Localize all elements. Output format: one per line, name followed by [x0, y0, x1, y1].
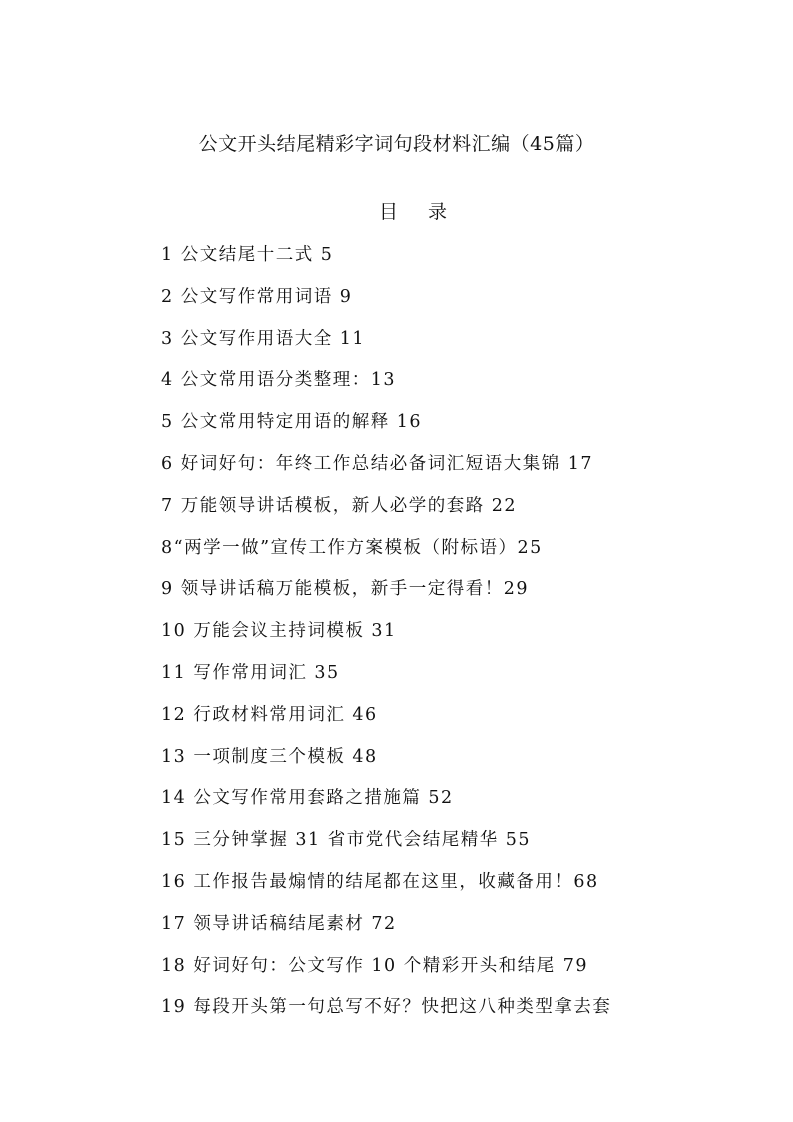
toc-entry: 3 公文写作用语大全 11: [161, 328, 366, 349]
table-of-contents: [161, 240, 741, 1034]
toc-entry: 7 万能领导讲话模板，新人必学的套路 22: [161, 495, 518, 516]
toc-entry: 12 行政材料常用词汇 46: [161, 704, 378, 725]
toc-entry: 15 三分钟掌握 31 省市党代会结尾精华 55: [161, 830, 532, 851]
toc-entry: 2 公文写作常用词语 9: [161, 286, 353, 307]
toc-entry: 19 每段开头第一句总写不好？快把这八种类型拿去套: [161, 997, 612, 1018]
toc-entry: 18 好词好句：公文写作 10 个精彩开头和结尾 79: [161, 955, 589, 976]
toc-entry: 1 公文结尾十二式 5: [161, 245, 334, 265]
toc-entry: 9 领导讲话稿万能模板，新手一定得看！29: [161, 579, 529, 600]
toc-entry: 17 领导讲话稿结尾素材 72: [161, 913, 397, 934]
toc-entry: 13 一项制度三个模板 48: [161, 746, 378, 767]
toc-entry: 8“两学一做”宣传工作方案模板（附标语）25: [161, 537, 543, 558]
toc-entry: 14 公文写作常用套路之措施篇 52: [161, 788, 454, 809]
toc-entry: 4 公文常用语分类整理：13: [161, 370, 396, 391]
toc-entry: 11 写作常用词汇 35: [161, 662, 340, 683]
toc-entry: 5 公文常用特定用语的解释 16: [161, 412, 423, 433]
document-title: 公文开头结尾精彩字词句段材料汇编（45篇）: [198, 133, 595, 155]
toc-entry: 10 万能会议主持词模板 31: [161, 621, 397, 642]
toc-entry: 16 工作报告最煽情的结尾都在这里，收藏备用！68: [161, 871, 599, 892]
toc-heading: 目 录: [378, 201, 460, 223]
toc-entry: 6 好词好句：年终工作总结必备词汇短语大集锦 17: [161, 453, 594, 474]
